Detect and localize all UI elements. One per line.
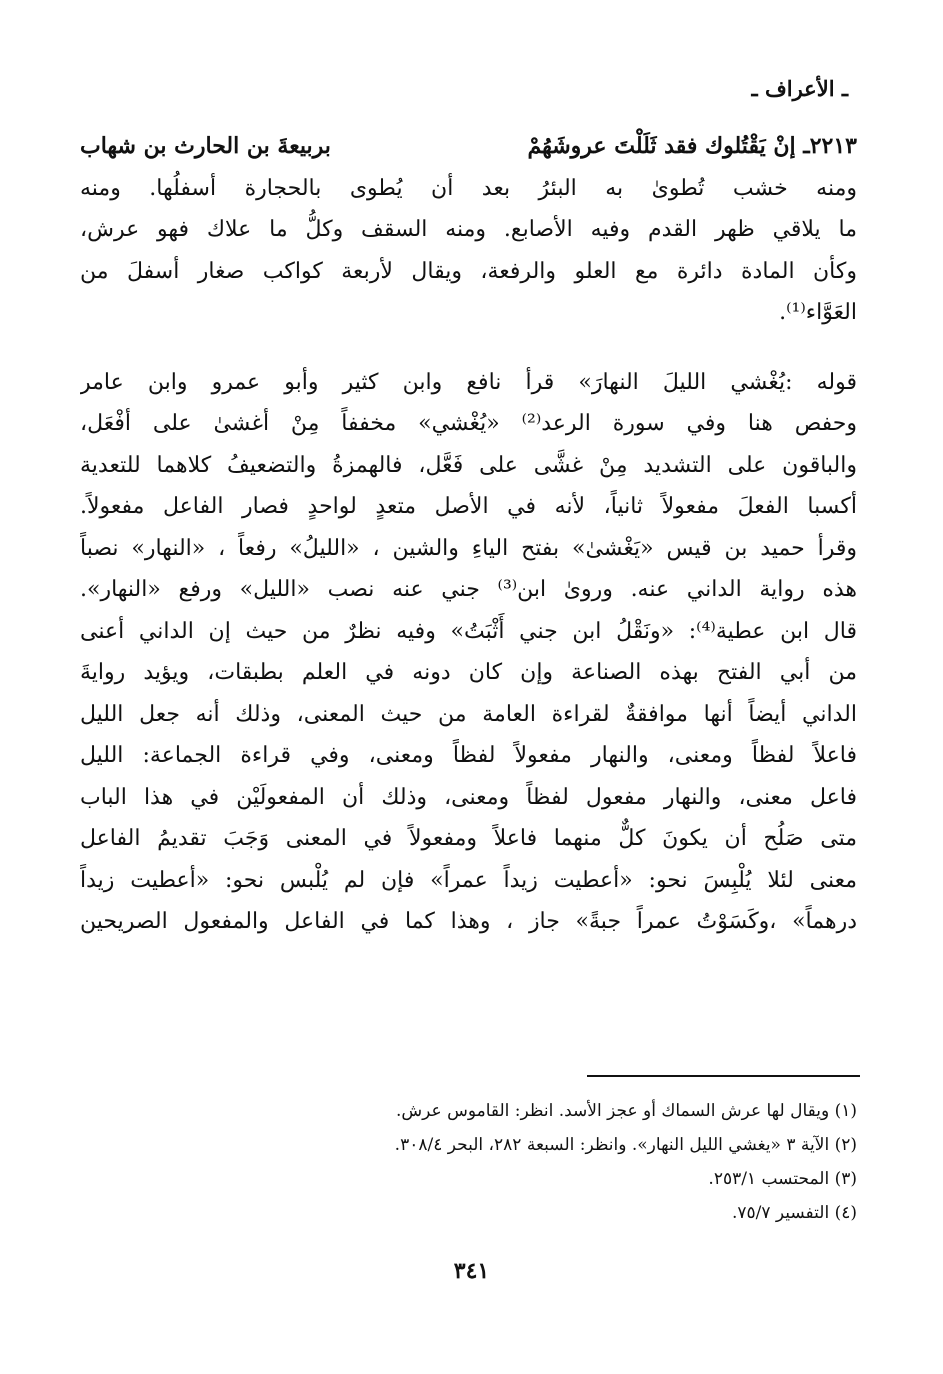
text-line: درهماً» ،وكَسَوْتُ عمراً جبةً» جاز ، وهذا كما في الفاعل والمفعول الصريحين [80, 909, 857, 934]
text-line: العَوَّاء⁽¹⁾. [779, 300, 857, 325]
verse-second-half: بربيعةَ بن الحارث بن شهاب [80, 133, 331, 159]
footnote: (١) ويقال لها عرش السماك أو عجز الأسد. انظر: القاموس عرش. [395, 1101, 857, 1121]
text-line: والباقون على التشديد مِنْ غشَّى على فَعَّل، فالهمزةُ والتضعيفُ كلاهما للتعدية [80, 452, 857, 478]
footnote: (٣) المحتسب ٢٥٣/١. [708, 1169, 857, 1189]
text-line: ما يلاقي ظهر القدم وفيه الأصابع. ومنه السقف وكلُّ ما علاك فهو عرش، [80, 217, 857, 242]
footnotes [80, 1094, 857, 1230]
page-number: ٣٤١ [453, 1258, 490, 1284]
text-line: معنى لئلا يُلْبِسَ نحو: «أعطيت زيداً عمراً» فإن لم يُلْبس نحو: «أعطيت زيداً [80, 867, 857, 893]
text-line: الداني أيضاً أنها موافقةٌ لقراءة العامة من حيث المعنى، وذلك أنه جعل الليل [80, 701, 857, 727]
verse-first-half: ٢٢١٣ـ إنْ يَقْتُلوك فقد ثَلَلْتَ عروشَهُمْ [527, 133, 857, 159]
text-line: هذه رواية الداني عنه. وروىٰ ابن⁽³⁾ جني عنه نصب «الليل» ورفع «النهار». [80, 577, 857, 602]
text-line: وكأن المادة دائرة مع العلو والرفعة، ويقال لأربعة كواكب صغار أسفلَ من [80, 258, 857, 284]
text-line: أكسبا الفعلَ مفعولاً ثانياً، لأنه في الأصل متعدٍ لواحدٍ فصار الفاعل مفعولاً. [80, 494, 857, 519]
text-line: قال ابن عطية⁽⁴⁾: «ونَقْلُ ابن جني أَثْبَتُ» وفيه نظرٌ من حيث إن الداني أعنى [80, 618, 857, 644]
text-line: متى صَلُح أن يكونَ كلٌّ منهما فاعلاً ومفعولاً في المعنى وَجَبَ تقديمُ الفاعل [80, 826, 857, 851]
footnote-divider [587, 1075, 860, 1077]
text-line: ومنه خشب تُطوىٰ به البئرُ بعد أن يُطوى بالحجارة أسفلُها. ومنه [80, 175, 857, 201]
verse-line [80, 126, 857, 168]
text-line: قوله :يُغْشي الليلَ النهارَ» قرأ نافع وابن كثير وأبو عمرو وابن عامر [80, 369, 857, 395]
text-line: فاعل معنى، والنهار مفعول لفظاً ومعنى، وذلك أن المفعولَيْن في هذا الباب [80, 784, 857, 810]
footnote: (٢) الآية ٣ «يغشي الليل النهار». وانظر: السبعة ٢٨٢، البحر ٣٠٨/٤. [394, 1135, 857, 1155]
paragraph-gap [80, 334, 857, 362]
text-line: من أبي الفتح بهذه الصناعة وإن كان دونه في العلم بطبقات، ويؤيد روايةَ [80, 660, 857, 685]
text-line: فاعلاً لفظاً ومعنى، والنهار مفعولاً لفظاً ومعنى، وفي قراءة الجماعة: الليل [80, 743, 857, 768]
text-line: وحفص هنا وفي سورة الرعد⁽²⁾ «يُغْشي» مخففاً مِنْ أغشىٰ على أفْعَل، [80, 411, 857, 436]
text-line: وقرأ حميد بن قيس «يَغْشىٰ» بفتح الياءِ والشين ، «الليلُ» رفعاً ، «النهار» نصباً [80, 535, 857, 561]
running-head: ـ الأعراف ـ [751, 76, 848, 101]
main-text [80, 126, 857, 943]
footnote: (٤) التفسير ٧٥/٧. [731, 1203, 857, 1223]
